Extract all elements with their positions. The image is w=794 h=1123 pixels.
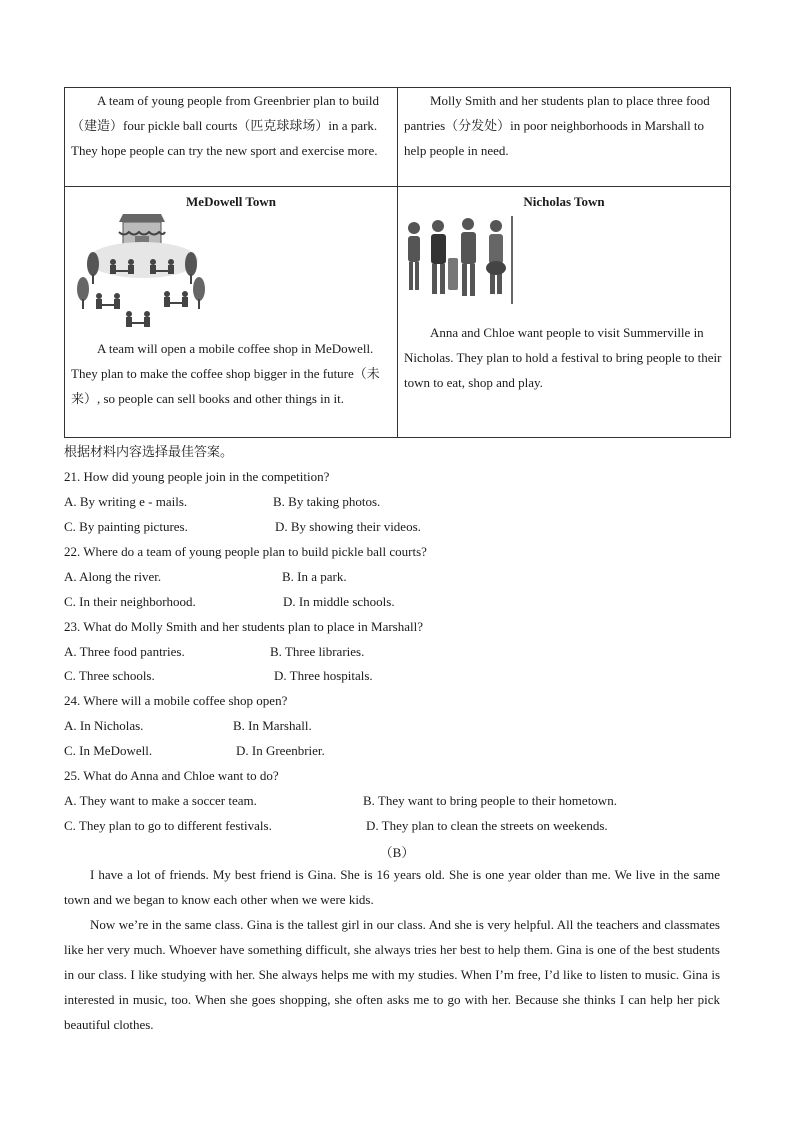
nicholas-title: Nicholas Town — [523, 194, 605, 209]
q25-option-b: B. They want to bring people to their hometown. — [363, 793, 617, 808]
q22-option-a: A. Along the river. — [64, 569, 162, 584]
marshall-cell — [398, 88, 731, 187]
question-22: 22. Where do a team of young people plan to build pickle ball courts? — [64, 544, 427, 559]
marshall-text: Molly Smith and her students plan to place three food pantries（分发处）in poor neighborhoods in Marshall to help people in need. — [404, 93, 710, 158]
q24-option-a: A. In Nicholas. — [64, 718, 144, 733]
q23-option-d: D. Three hospitals. — [274, 668, 373, 683]
nicholas-cell — [398, 187, 731, 438]
q22-option-c: C. In their neighborhood. — [64, 594, 196, 609]
passage-paragraph-2: Now we’re in the same class. Gina is the tallest girl in our class. And she is very helpful. All the teachers and classmates like her very much. Whoever have something difficult, she always tries her best to help them. Gina is one of the best students in our class. I like studying with her. She always helps me with my studies. When I’m free, I’d like to listen to music. Gina is interested in music, too. When she goes shopping, she often asks me to go with her. Because she thinks I can help her pick beautiful clothes. — [64, 917, 720, 1032]
question-21: 21. How did young people join in the competition? — [64, 469, 330, 484]
q25-option-c: C. They plan to go to different festivals. — [64, 818, 272, 833]
medowell-title: MeDowell Town — [186, 194, 276, 209]
q22-option-b: B. In a park. — [282, 569, 347, 584]
passage-paragraph-1: I have a lot of friends. My best friend is Gina. She is 16 years old. She is one year older than me. We live in the same town and we began to know each other when we were kids. — [64, 867, 720, 907]
question-24: 24. Where will a mobile coffee shop open? — [64, 693, 288, 708]
medowell-cell — [65, 187, 398, 438]
greenbrier-text: A team of young people from Greenbrier plan to build（建造）four pickle ball courts（匹克球球场）in a park. They hope people can try the new sport and exercise more. — [71, 93, 379, 158]
q23-option-b: B. Three libraries. — [270, 644, 365, 659]
q21-option-d: D. By showing their videos. — [275, 519, 421, 534]
q21-option-a: A. By writing e - mails. — [64, 494, 188, 509]
q25-option-a: A. They want to make a soccer team. — [64, 793, 257, 808]
q23-option-a: A. Three food pantries. — [64, 644, 185, 659]
instruction: 根据材料内容选择最佳答案。 — [64, 445, 234, 460]
question-23: 23. What do Molly Smith and her students plan to place in Marshall? — [64, 619, 424, 634]
travelers-illustration — [404, 214, 516, 306]
towns-table — [64, 87, 731, 438]
q21-option-c: C. By painting pictures. — [64, 519, 188, 534]
q25-option-d: D. They plan to clean the streets on weekends. — [366, 818, 608, 833]
q24-option-c: C. In MeDowell. — [64, 743, 153, 758]
greenbrier-cell — [65, 88, 398, 187]
coffee-shop-illustration — [71, 214, 211, 332]
q22-option-d: D. In middle schools. — [283, 594, 395, 609]
q21-option-b: B. By taking photos. — [273, 494, 381, 509]
medowell-text: A team will open a mobile coffee shop in MeDowell. They plan to make the coffee shop bigger in the future（未来）, so people can sell books and other things in it. — [71, 341, 380, 406]
nicholas-text: Anna and Chloe want people to visit Summerville in Nicholas. They plan to hold a festival to bring people to their town to eat, shop and play. — [404, 325, 722, 390]
section-b-heading: （B） — [379, 845, 415, 860]
q23-option-c: C. Three schools. — [64, 668, 155, 683]
q24-option-b: B. In Marshall. — [233, 718, 312, 733]
question-25: 25. What do Anna and Chloe want to do? — [64, 768, 279, 783]
q24-option-d: D. In Greenbrier. — [236, 743, 325, 758]
